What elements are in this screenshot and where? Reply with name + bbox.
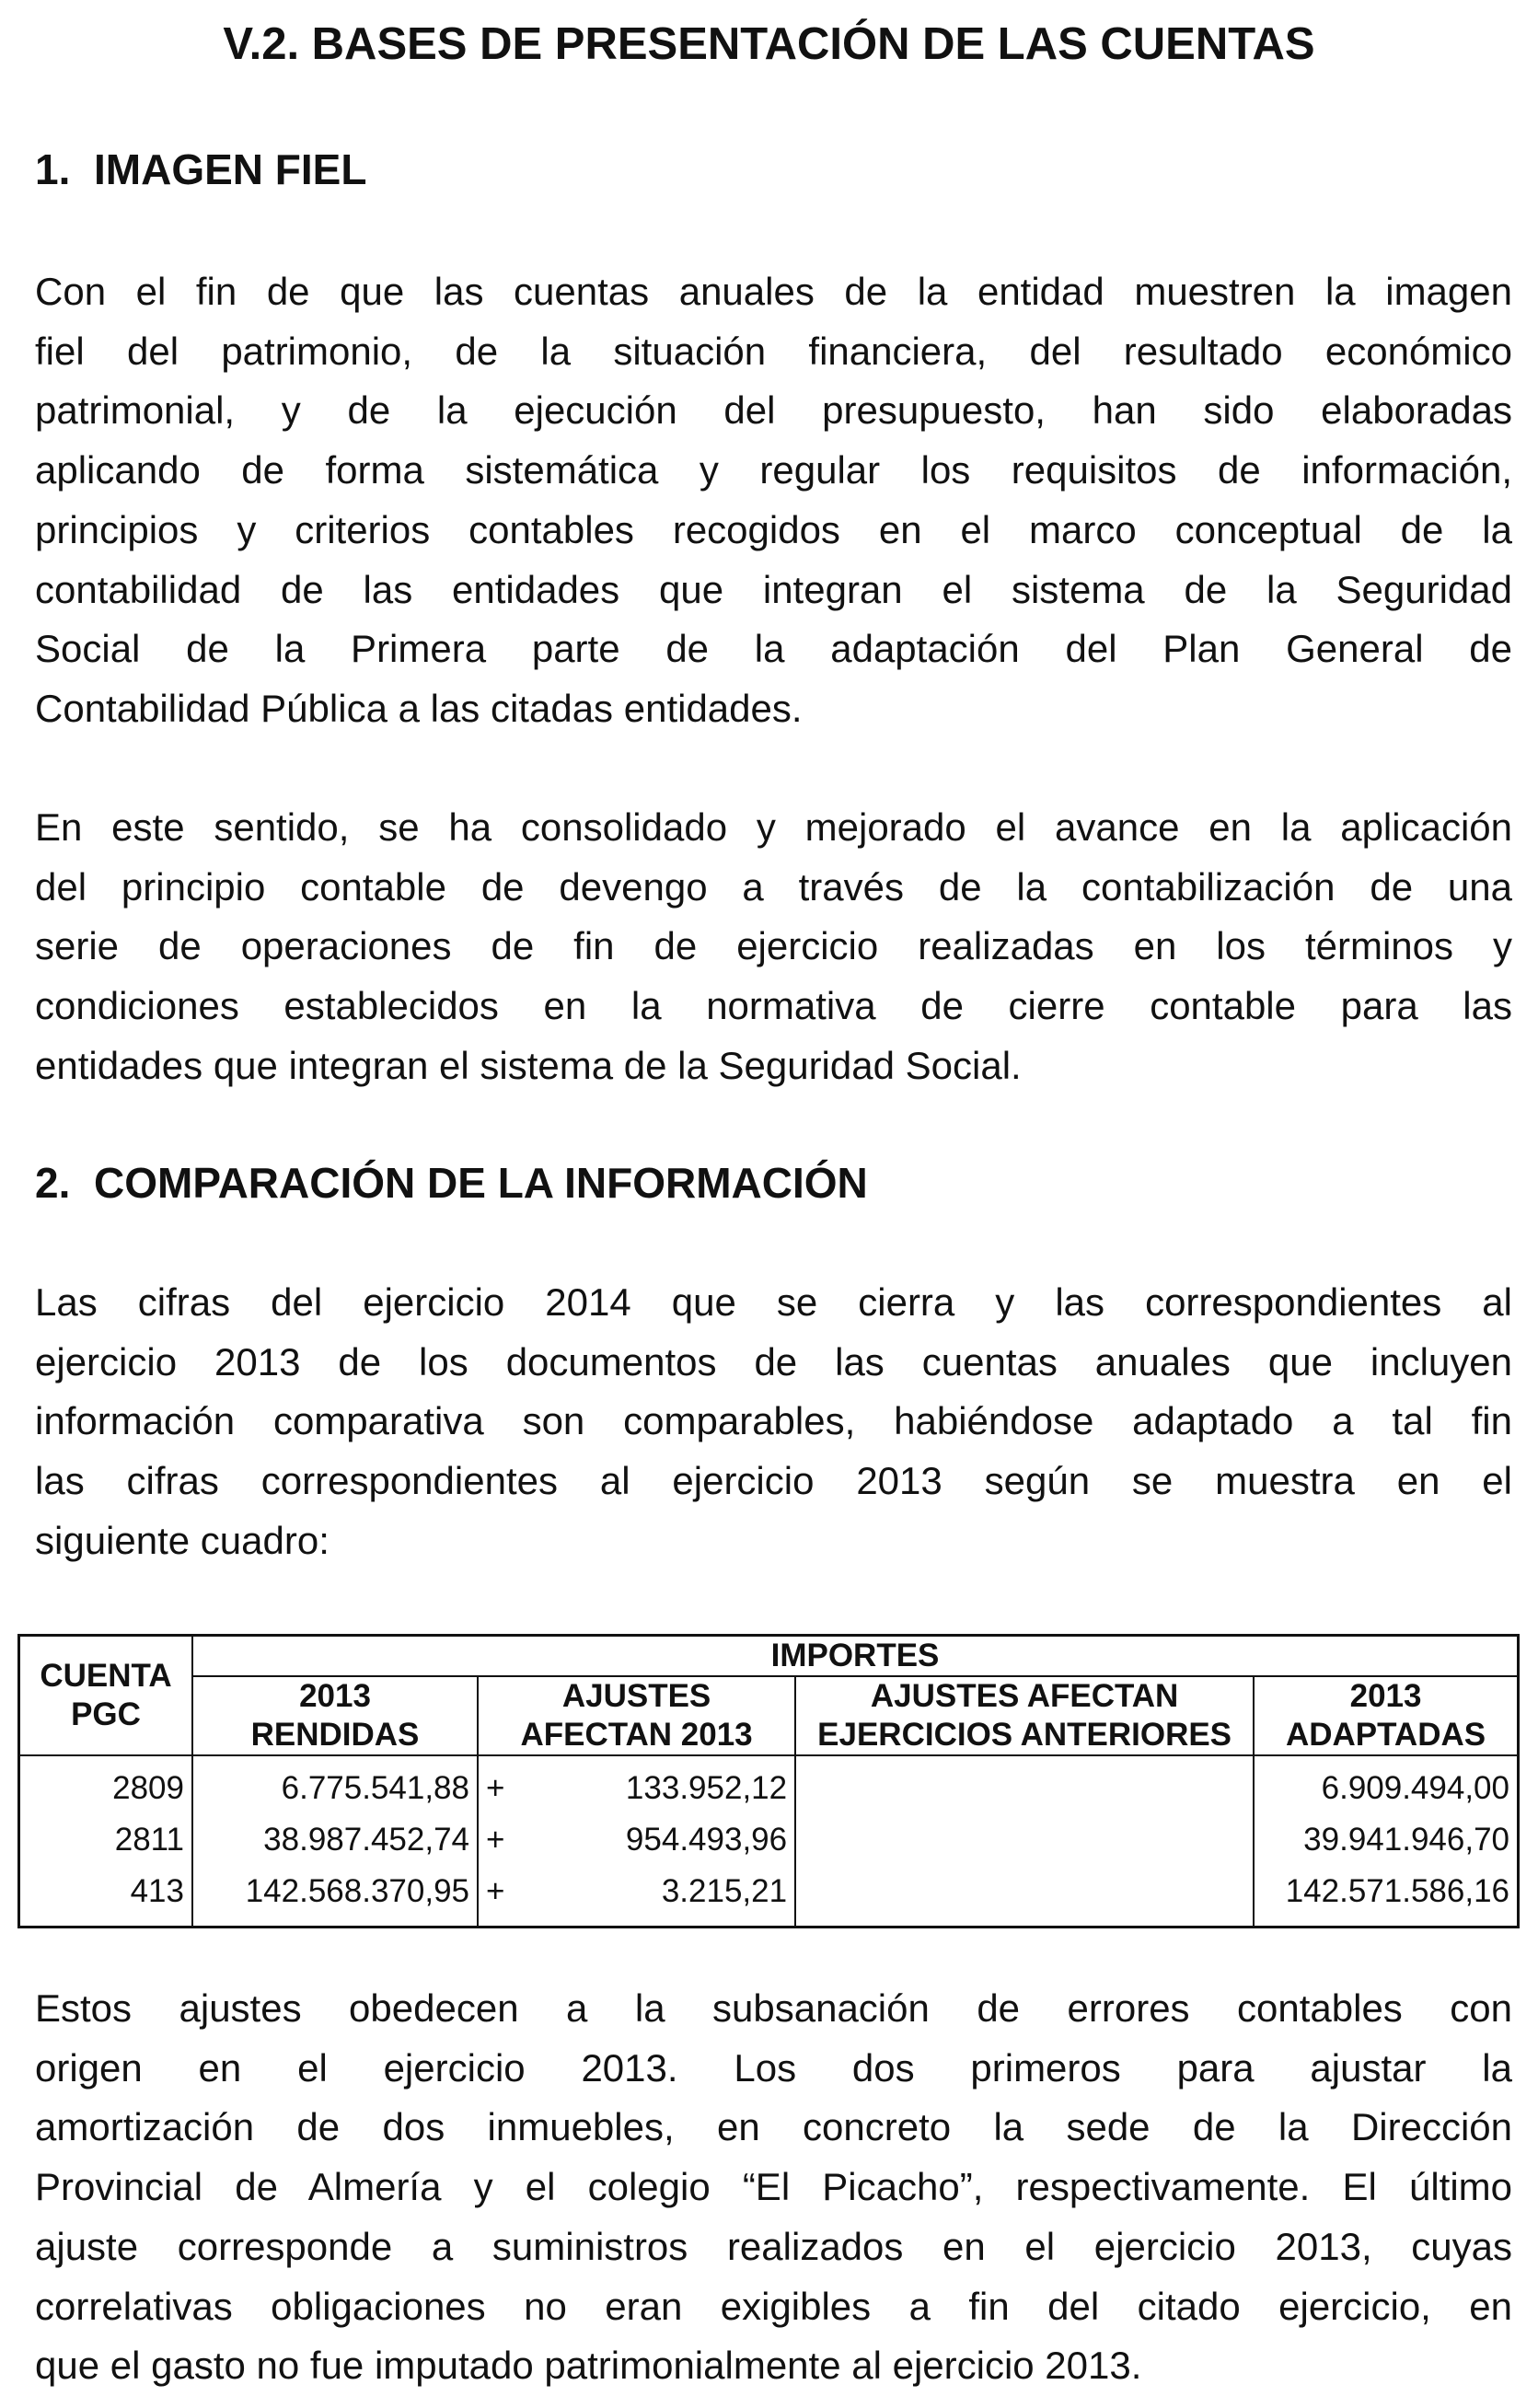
text-line: que el gasto no fue imputado patrimonialmente al ejercicio 2013. — [35, 2344, 1142, 2388]
section-2-title: COMPARACIÓN DE LA INFORMACIÓN — [94, 1159, 868, 1207]
cell-rendidas: 142.568.370,95 — [192, 1865, 478, 1927]
text-line: Social de la Primera parte de la adaptación del Plan General de — [35, 627, 1512, 671]
section-2-paragraph-1 — [35, 1273, 1512, 1571]
table-row — [19, 1814, 1519, 1865]
cell-anteriores — [795, 1865, 1254, 1927]
header-2013-adaptadas: 2013 ADAPTADAS — [1254, 1676, 1518, 1755]
section-1-heading — [35, 144, 366, 195]
text-line: ajuste corresponde a suministros realizados en el ejercicio 2013, cuyas — [35, 2224, 1512, 2268]
text-line: condiciones establecidos en la normativa de cierre contable para las — [35, 984, 1512, 1028]
cell-ajustes: 954.493,96 — [515, 1814, 795, 1865]
section-1-paragraph-2 — [35, 798, 1512, 1096]
text-line: Estos ajustes obedecen a la subsanación de errores contables con — [35, 1986, 1512, 2030]
section-1-number: 1. — [35, 145, 71, 193]
header-ajustes-anteriores: AJUSTES AFECTAN EJERCICIOS ANTERIORES — [795, 1676, 1254, 1755]
cell-signo: + — [478, 1865, 515, 1927]
cell-rendidas: 38.987.452,74 — [192, 1814, 478, 1865]
text-line: aplicando de forma sistemática y regular los requisitos de información, — [35, 448, 1512, 492]
text-line: correlativas obligaciones no eran exigibles a fin del citado ejercicio, en — [35, 2284, 1512, 2328]
cell-rendidas: 6.775.541,88 — [192, 1755, 478, 1814]
text-line: Con el fin de que las cuentas anuales de la entidad muestren la imagen — [35, 270, 1512, 313]
text-line: información comparativa son comparables, habiéndose adaptado a tal fin — [35, 1399, 1512, 1443]
section-2-number: 2. — [35, 1159, 71, 1207]
cell-ajustes: 3.215,21 — [515, 1865, 795, 1927]
page-title: V.2. BASES DE PRESENTACIÓN DE LAS CUENTAS — [223, 19, 1315, 69]
cell-signo: + — [478, 1814, 515, 1865]
text-line: entidades que integran el sistema de la Seguridad Social. — [35, 1043, 1022, 1087]
text-line: Provincial de Almería y el colegio “El Picacho”, respectivamente. El último — [35, 2165, 1512, 2209]
section-2-heading — [35, 1157, 868, 1209]
cell-ajustes: 133.952,12 — [515, 1755, 795, 1814]
comparison-table — [17, 1634, 1520, 1928]
text-line: ejercicio 2013 de los documentos de las cuentas anuales que incluyen — [35, 1339, 1512, 1383]
section-1-paragraph-1 — [35, 262, 1512, 739]
text-line: amortización de dos inmuebles, en concreto la sede de la Dirección — [35, 2105, 1512, 2149]
text-line: fiel del patrimonio, de la situación financiera, del resultado económico — [35, 329, 1512, 373]
cell-signo: + — [478, 1755, 515, 1814]
cell-adaptadas: 6.909.494,00 — [1254, 1755, 1518, 1814]
text-line: En este sentido, se ha consolidado y mejorado el avance en la aplicación — [35, 805, 1512, 849]
text-line: patrimonial, y de la ejecución del presupuesto, han sido elaboradas — [35, 388, 1512, 433]
cell-cuenta: 2811 — [19, 1814, 193, 1865]
text-line: Contabilidad Pública a las citadas entidades. — [35, 686, 803, 730]
cell-adaptadas: 142.571.586,16 — [1254, 1865, 1518, 1927]
header-importes: IMPORTES — [192, 1636, 1519, 1677]
cell-adaptadas: 39.941.946,70 — [1254, 1814, 1518, 1865]
cell-anteriores — [795, 1755, 1254, 1814]
text-line: siguiente cuadro: — [35, 1518, 330, 1562]
text-line: contabilidad de las entidades que integran el sistema de la Seguridad — [35, 567, 1512, 611]
cell-cuenta: 413 — [19, 1865, 193, 1927]
section-2-paragraph-2 — [35, 1979, 1512, 2396]
text-line: principios y criterios contables recogidos en el marco conceptual de la — [35, 507, 1512, 551]
section-1-title: IMAGEN FIEL — [94, 145, 367, 193]
text-line: las cifras correspondientes al ejercicio 2013 según se muestra en el — [35, 1459, 1512, 1503]
header-cuenta-pgc: CUENTA PGC — [19, 1636, 193, 1756]
text-line: origen en el ejercicio 2013. Los dos primeros para ajustar la — [35, 2045, 1512, 2090]
table-row — [19, 1865, 1519, 1927]
header-ajustes-2013: AJUSTES AFECTAN 2013 — [478, 1676, 795, 1755]
text-line: del principio contable de devengo a través de la contabilización de una — [35, 864, 1512, 909]
cell-anteriores — [795, 1814, 1254, 1865]
cell-cuenta: 2809 — [19, 1755, 193, 1814]
text-line: serie de operaciones de fin de ejercicio realizadas en los términos y — [35, 924, 1512, 968]
text-line: Las cifras del ejercicio 2014 que se cierra y las correspondientes al — [35, 1280, 1512, 1324]
header-2013-rendidas: 2013 RENDIDAS — [192, 1676, 478, 1755]
table-row — [19, 1755, 1519, 1814]
